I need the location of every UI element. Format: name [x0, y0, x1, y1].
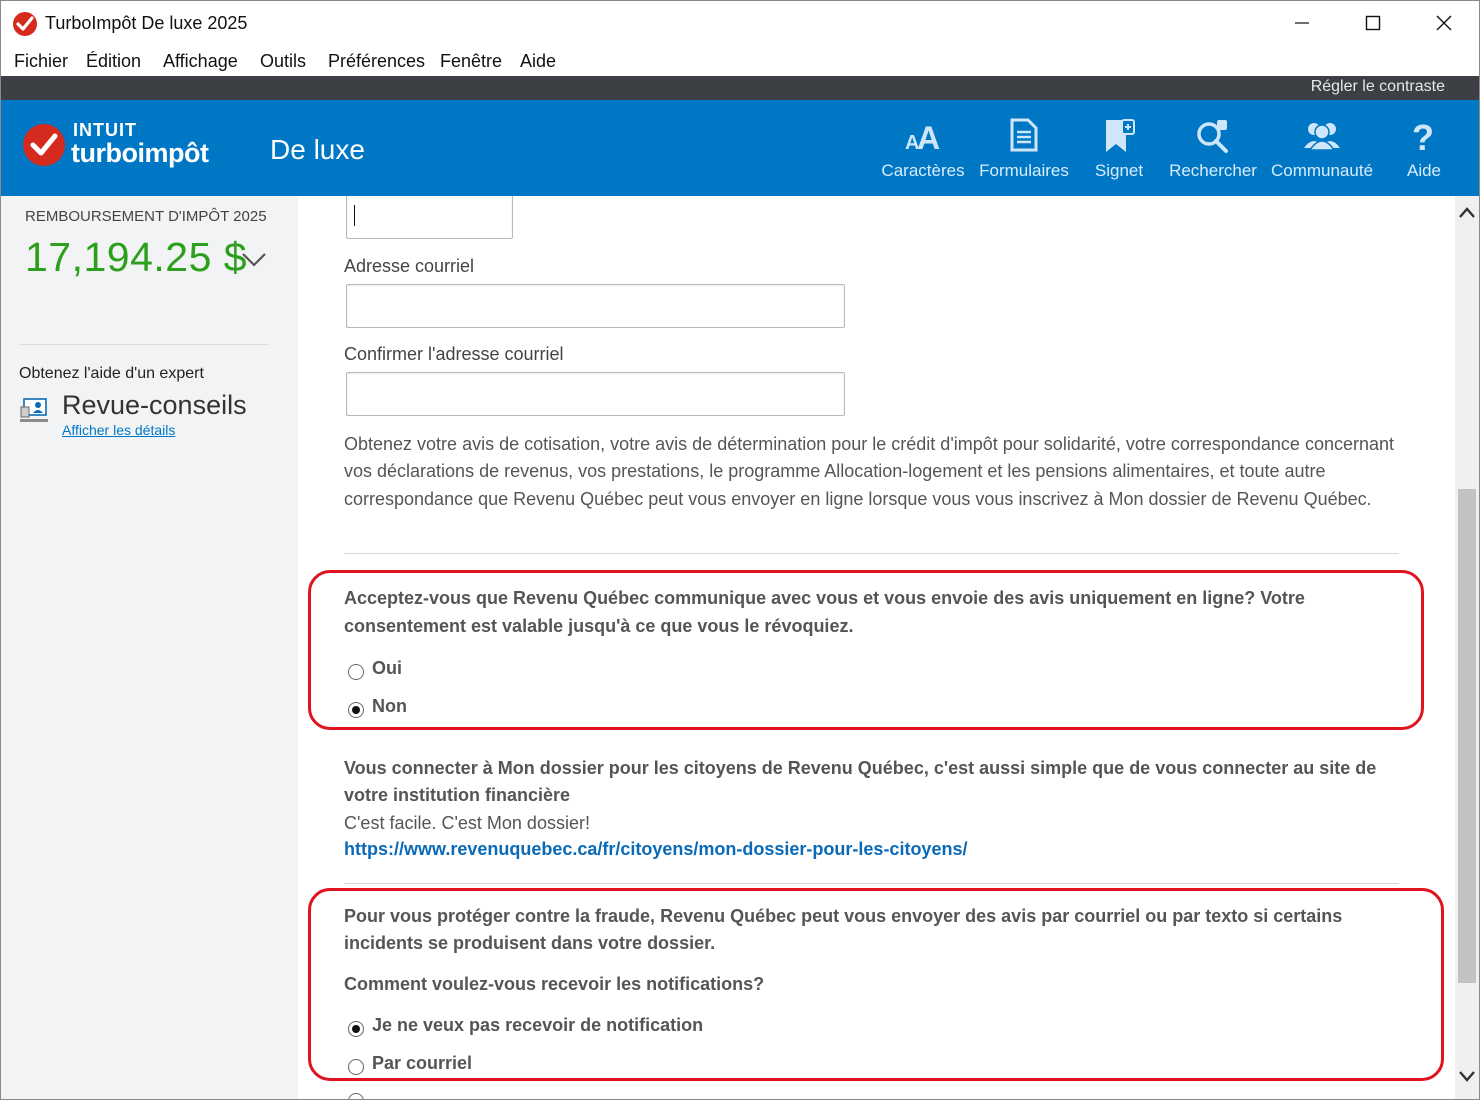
rechercher-label: Rechercher [1169, 161, 1257, 180]
sidebar-divider [19, 344, 269, 345]
fraud-text: Pour vous protéger contre la fraude, Revenu Québec peut vous envoyer des avis par courriel ou par texto si certains incidents se produisent dans votre dossier. [344, 906, 1343, 954]
scroll-down-icon[interactable] [1458, 1069, 1476, 1083]
window-title: TurboImpôt De luxe 2025 [45, 13, 248, 33]
rechercher-button[interactable] [1167, 100, 1259, 196]
font-size-icon [903, 118, 943, 152]
chevron-down-icon[interactable] [241, 252, 267, 268]
menu-edition[interactable]: Édition [86, 51, 142, 71]
expert-label: Obtenez l'aide d'un expert [19, 365, 204, 382]
svg-text:?: ? [1412, 118, 1434, 154]
consent-radio-oui[interactable] [348, 664, 364, 680]
expert-details-link[interactable]: Afficher les détails [62, 422, 176, 438]
menu-affichage[interactable]: Affichage [163, 51, 238, 71]
notification-question: Comment voulez-vous recevoir les notifications? [344, 974, 765, 994]
close-icon [1436, 15, 1452, 31]
menu-preferences[interactable]: Préférences [328, 51, 426, 71]
close-button[interactable] [1409, 1, 1479, 45]
aide-label: Aide [1406, 161, 1442, 180]
bookmark-icon [1102, 118, 1136, 154]
search-icon [1195, 118, 1231, 154]
formulaires-button[interactable] [977, 100, 1071, 196]
consent-label-non[interactable]: Non [372, 696, 407, 716]
section-divider [344, 553, 1399, 554]
mon-dossier-link[interactable]: https://www.revenuquebec.ca/fr/citoyens/mon-dossier-pour-les-citoyens/ [344, 839, 968, 859]
email-input[interactable] [346, 284, 845, 328]
consent-label-oui[interactable]: Oui [372, 658, 402, 678]
communaute-button[interactable] [1269, 100, 1375, 196]
menu-outils[interactable]: Outils [260, 51, 307, 71]
vertical-scrollbar[interactable] [1455, 196, 1479, 1099]
consent-question: Acceptez-vous que Revenu Québec communique avec vous et vous envoie des avis uniquement en ligne? Votre consentement est valable jusqu'à ce que vous le révoquiez. [344, 588, 1305, 636]
info-paragraph: Obtenez votre avis de cotisation, votre avis de détermination pour le crédit d'impôt pour solidarité, votre correspondance concernant vos déclarations de revenus, vos prestations, le programme Allocation-logement et les pensions alimentaires, et toute autre correspondance que Revenu Québec peut vous envoyer en ligne lorsque vous vous inscrivez à Mon dossier de Revenu Québec. [344, 434, 1395, 509]
section-divider-2 [344, 883, 1399, 884]
connect-heading: Vous connecter à Mon dossier pour les citoyens de Revenu Québec, c'est aussi simple que de vous connecter au site de votre institution financière [344, 758, 1377, 806]
refund-label: REMBOURSEMENT D'IMPÔT 2025 [25, 208, 267, 225]
scrollbar-thumb[interactable] [1458, 489, 1476, 983]
notif-radio-partial[interactable] [348, 1093, 364, 1099]
community-icon [1302, 118, 1342, 152]
logo-product: turboimpôt [71, 138, 209, 168]
email-confirm-input[interactable] [346, 372, 845, 416]
notif-label-email[interactable]: Par courriel [372, 1053, 473, 1073]
main-content [298, 196, 1455, 1099]
title-bar [1, 1, 1479, 45]
connect-subtext: C'est facile. C'est Mon dossier! [344, 813, 590, 833]
top-text-field[interactable] [346, 196, 513, 239]
scroll-up-icon[interactable] [1458, 206, 1476, 220]
notif-radio-email[interactable] [348, 1059, 364, 1075]
app-header [1, 100, 1479, 196]
formulaires-label: Formulaires [979, 161, 1069, 180]
menu-fichier[interactable]: Fichier [14, 51, 69, 71]
expert-title: Revue-conseils [62, 390, 247, 420]
contrast-link[interactable]: Régler le contraste [1310, 78, 1445, 95]
text-cursor [354, 205, 355, 226]
notif-radio-none[interactable] [348, 1021, 364, 1037]
signet-button[interactable] [1087, 100, 1151, 196]
forms-icon [1009, 118, 1039, 152]
aide-button[interactable] [1397, 100, 1451, 196]
contrast-bar [1, 76, 1479, 100]
communaute-label: Communauté [1270, 161, 1374, 180]
minimize-icon [1294, 15, 1310, 31]
notif-label-none[interactable]: Je ne veux pas recevoir de notification [372, 1015, 704, 1035]
refund-amount: 17,194.25 $ [25, 234, 248, 280]
help-icon [1409, 118, 1439, 154]
svg-text:A: A [905, 132, 920, 152]
email-confirm-label: Confirmer l'adresse courriel [344, 344, 564, 364]
turboimpot-app-icon [13, 12, 37, 36]
menu-bar [1, 45, 1479, 76]
signet-label: Signet [1094, 161, 1144, 180]
consent-radio-non[interactable] [348, 702, 364, 718]
email-label: Adresse courriel [344, 256, 475, 276]
svg-text:A: A [917, 120, 941, 152]
caracteres-label: Caractères [881, 161, 965, 180]
minimize-button[interactable] [1267, 1, 1337, 45]
menu-fenetre[interactable]: Fenêtre [440, 51, 503, 71]
caracteres-button[interactable] [881, 100, 965, 196]
maximize-button[interactable] [1338, 1, 1408, 45]
maximize-icon [1365, 15, 1381, 31]
expert-review-icon [19, 397, 49, 423]
edition-name: De luxe [270, 134, 365, 165]
menu-aide[interactable]: Aide [520, 51, 557, 71]
turboimpot-logo-icon [23, 124, 65, 166]
left-sidebar [1, 196, 298, 1099]
logo-brand: INTUIT [73, 120, 137, 140]
